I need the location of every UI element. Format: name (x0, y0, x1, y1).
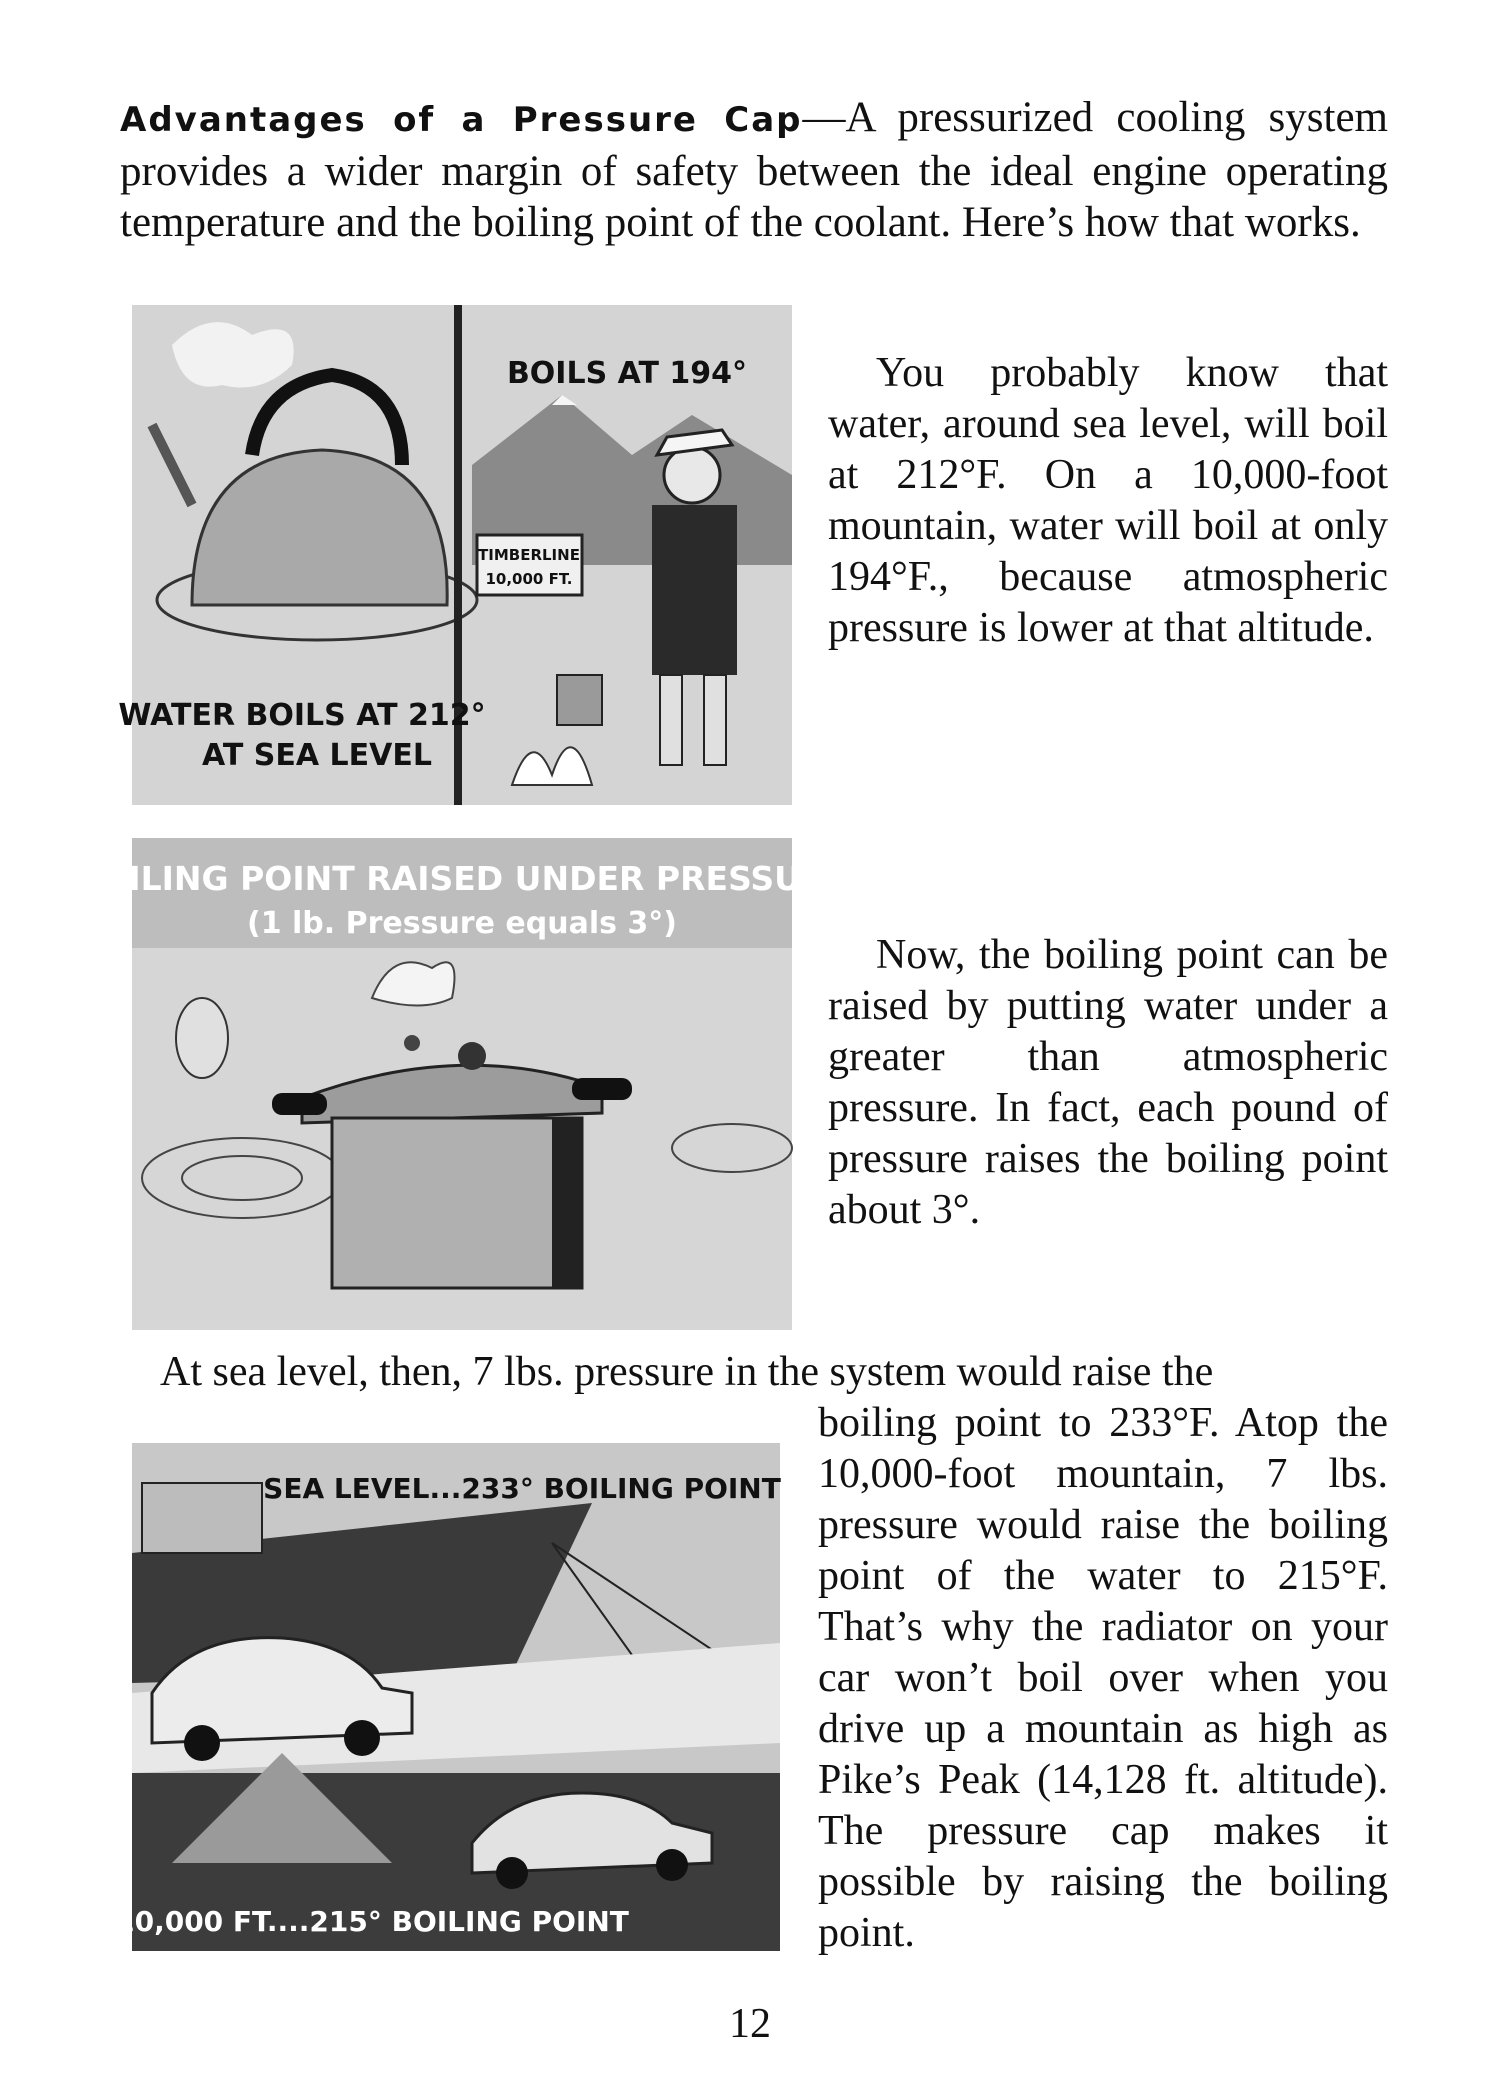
heading-dash: — (802, 94, 846, 141)
boils-at-194-caption: BOILS AT 194° (506, 356, 748, 391)
pressure-cooker-illustration (75, 838, 849, 1330)
water-boils-caption-line2: AT SEA LEVEL (202, 738, 432, 773)
sea-level-caption: SEA LEVEL...233° BOILING POINT (263, 1472, 781, 1505)
pressure-caption-line1: BOILING POINT RAISED UNDER PRESSURE (75, 859, 849, 898)
pressure-caption-line2: (1 lb. Pressure equals 3°) (246, 906, 678, 941)
kettle-and-mountain-hiker-icon (118, 305, 792, 805)
paragraph-pressure-raises: Now, the boiling point can be raised by putting water under a greater than atmospheric pressure. In fact, each pound of pressure raises the boiling point about 3°. (828, 932, 1388, 1233)
timberline-sign-line1: TIMBERLINE (478, 546, 580, 564)
kettle-mountain-illustration (118, 305, 792, 805)
section-heading: Advantages of a Pressure Cap (120, 100, 803, 140)
water-boils-caption-line1: WATER BOILS AT 212° (118, 698, 486, 733)
intro-text: A pressurized cooling system provides a wider margin of safety between the ideal engine operating temperature and the boiling point of the coolant. Here’s how that works. (120, 94, 1388, 246)
intro-paragraph (120, 92, 1388, 248)
paragraph-boiling-altitude: You probably know that water, around sea level, will boil at 212°F. On a 10,000-foot mountain, water will boil at only 194°F., because atmospheric pressure is lower at that altitude. (828, 350, 1388, 651)
cars-ship-illustration (115, 1443, 781, 1951)
paragraph-sea-level-lead: At sea level, then, 7 lbs. pressure in the system would raise the (160, 1349, 1214, 1395)
paragraph-pikes-peak: boiling point to 233°F. Atop the 10,000-foot mountain, 7 lbs. pressure would raise the boiling point of the water to 215°F. That’s why the radiator on your car won’t boil over when you drive up a mountain as high as Pike’s Peak (14,128 ft. altitude). The pressure cap makes it possible by raising the boiling point. (818, 1400, 1388, 1956)
mountain-altitude-caption: 10,000 FT....215° BOILING POINT (115, 1905, 629, 1938)
page-number: 12 (729, 2001, 771, 2047)
timberline-sign-line2: 10,000 FT. (485, 570, 573, 588)
pressure-cooker-icon (75, 838, 849, 1330)
cars-ship-mountain-icon (115, 1443, 781, 1951)
